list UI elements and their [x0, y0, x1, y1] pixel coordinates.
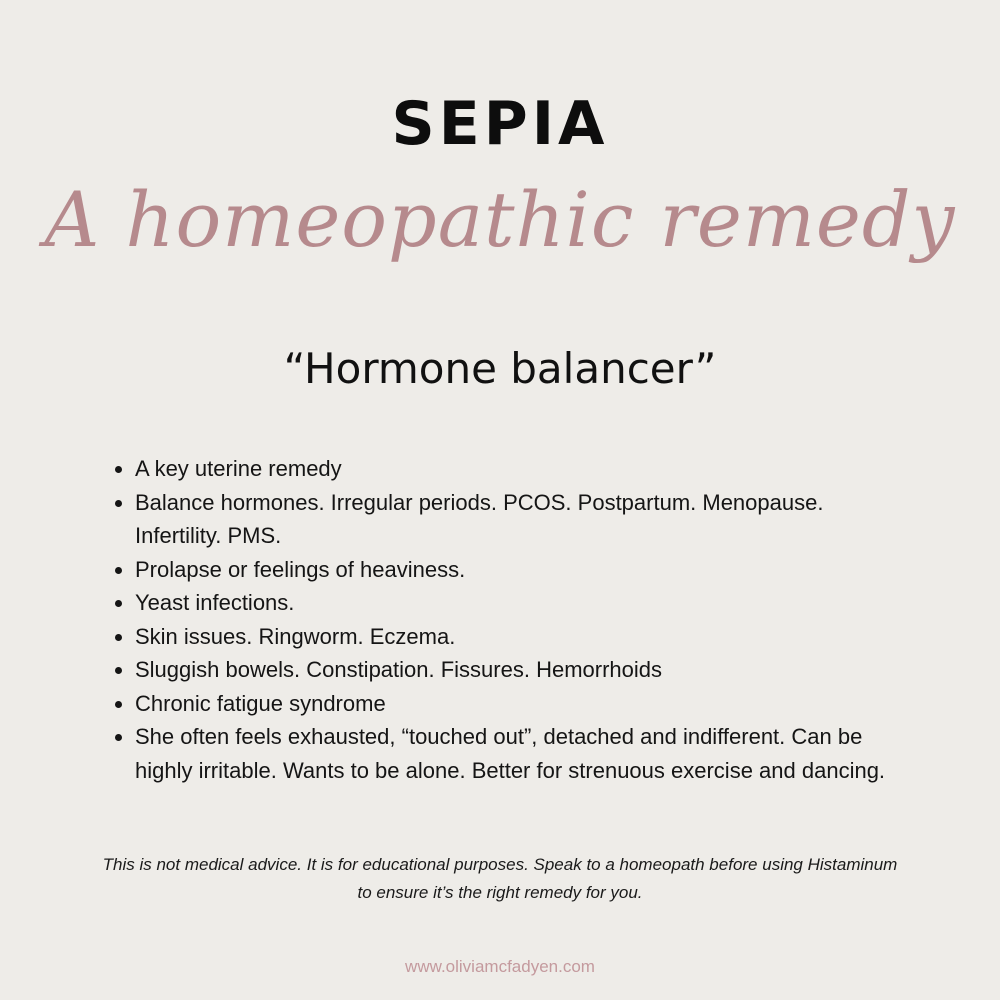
list-item: • Skin issues. Ringworm. Eczema.: [135, 620, 915, 654]
list-item: • Prolapse or feelings of heaviness.: [135, 553, 915, 587]
website-link[interactable]: www.oliviamcfadyen.com: [405, 957, 595, 976]
tagline: “Hormone balancer”: [283, 344, 717, 393]
symptom-list: [112, 452, 915, 787]
list-item: • She often feels exhausted, “touched out”, detached and indifferent. Can be highly irritable. Wants to be alone. Better for strenuous exercise and dancing.: [135, 720, 915, 787]
disclaimer: This is not medical advice. It is for educational purposes. Speak to a homeopath before using Histaminum to ensure it’s the right remedy for you.: [102, 855, 898, 902]
list-item: • Chronic fatigue syndrome: [135, 687, 915, 721]
list-item: • Balance hormones. Irregular periods. PCOS. Postpartum. Menopause. Infertility. PMS.: [135, 486, 915, 553]
list-item: • Sluggish bowels. Constipation. Fissures. Hemorrhoids: [135, 653, 915, 687]
list-item: • Yeast infections.: [135, 586, 915, 620]
script-subtitle: A homeopathic remedy: [44, 175, 956, 264]
list-item: • A key uterine remedy: [135, 452, 915, 486]
page-title: SEPIA: [391, 89, 609, 159]
